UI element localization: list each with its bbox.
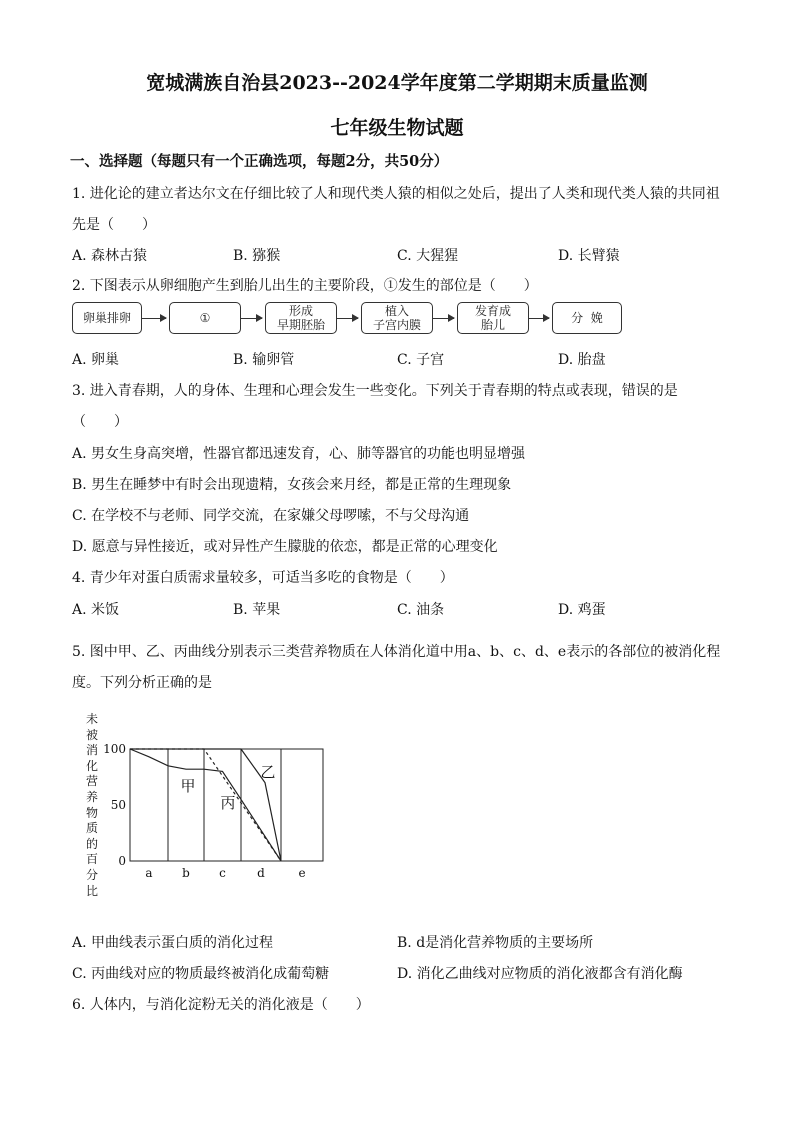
flow-arrow <box>142 318 166 319</box>
digestion-chart <box>100 735 340 885</box>
flow-step-implantation: 植入 子宫内膜 <box>361 302 433 334</box>
series-label: 丙 <box>220 794 236 812</box>
question-3-option-a[interactable]: A. 男女生身高突增，性器官都迅速发育，心、肺等器官的功能也明显增强 <box>72 446 526 462</box>
question-4-option-d[interactable]: D. 鸡蛋 <box>558 602 606 618</box>
question-5-text-cont: 度。下列分析正确的是 <box>72 675 212 691</box>
flow-arrow <box>241 318 262 319</box>
x-category-label: d <box>257 866 265 880</box>
flow-step-fetus: 发育成 胎儿 <box>457 302 529 334</box>
question-2-option-a[interactable]: A. 卵巢 <box>72 352 120 368</box>
flow-step-early-embryo: 形成 早期胚胎 <box>265 302 337 334</box>
question-1-option-d[interactable]: D. 长臂猿 <box>558 248 620 264</box>
y-tick-label: 0 <box>118 854 126 868</box>
question-1-option-b[interactable]: B. 猕猴 <box>233 248 281 264</box>
question-1-text: 1. 进化论的建立者达尔文在仔细比较了人和现代类人猿的相似之处后，提出了人类和现代类人猿的共同祖 <box>72 186 720 202</box>
question-3-option-d[interactable]: D. 愿意与异性接近，或对异性产生朦胧的依恋，都是正常的心理变化 <box>72 539 498 555</box>
x-category-label: c <box>219 866 226 880</box>
question-3-option-c[interactable]: C. 在学校不与老师、同学交流，在家嫌父母啰嗦，不与父母沟通 <box>72 508 470 524</box>
flow-arrow <box>433 318 454 319</box>
x-category-label: b <box>182 866 190 880</box>
y-tick-label: 100 <box>103 742 126 756</box>
question-3-text-cont: （ ） <box>72 414 128 430</box>
flow-step-birth: 分 娩 <box>552 302 622 334</box>
series-line-丙 <box>130 749 281 861</box>
page-subtitle: 七年级生物试题 <box>330 117 464 139</box>
question-2-option-d[interactable]: D. 胎盘 <box>558 352 606 368</box>
chart-ylabel: 未被消化营养物质的百分比 <box>85 712 98 898</box>
question-2-option-c[interactable]: C. 子宫 <box>397 352 445 368</box>
series-line-甲 <box>130 749 281 861</box>
series-label: 甲 <box>180 777 196 795</box>
question-1-option-a[interactable]: A. 森林古猿 <box>72 248 148 264</box>
x-category-label: e <box>298 866 306 880</box>
series-line-乙 <box>130 749 281 861</box>
page-title: 宽城满族自治县2023--2024学年度第二学期期末质量监测 <box>146 72 648 94</box>
flow-step-blank: ① <box>169 302 241 334</box>
question-4-option-a[interactable]: A. 米饭 <box>72 602 120 618</box>
flow-arrow <box>529 318 549 319</box>
series-label: 乙 <box>260 763 276 781</box>
flow-step-ovulation: 卵巢排卵 <box>72 302 142 334</box>
x-category-label: a <box>145 866 153 880</box>
question-2-text: 2. 下图表示从卵细胞产生到胎儿出生的主要阶段，①发生的部位是（ ） <box>72 278 538 294</box>
question-3-text: 3. 进入青春期，人的身体、生理和心理会发生一些变化。下列关于青春期的特点或表现，错误的是 <box>72 383 678 399</box>
question-1-text-cont: 先是（ ） <box>72 217 156 233</box>
question-6-text: 6. 人体内，与消化淀粉无关的消化液是（ ） <box>72 997 370 1013</box>
y-tick-label: 50 <box>110 798 126 812</box>
question-5-option-c[interactable]: C. 丙曲线对应的物质最终被消化成葡萄糖 <box>72 966 330 982</box>
question-1-option-c[interactable]: C. 大猩猩 <box>397 248 459 264</box>
question-3-option-b[interactable]: B. 男生在睡梦中有时会出现遗精，女孩会来月经，都是正常的生理现象 <box>72 477 512 493</box>
question-4-text: 4. 青少年对蛋白质需求量较多，可适当多吃的食物是（ ） <box>72 570 454 586</box>
question-5-option-a[interactable]: A. 甲曲线表示蛋白质的消化过程 <box>72 935 274 951</box>
question-5-option-b[interactable]: B. d是消化营养物质的主要场所 <box>397 935 594 951</box>
question-4-option-c[interactable]: C. 油条 <box>397 602 445 618</box>
question-5-option-d[interactable]: D. 消化乙曲线对应物质的消化液都含有消化酶 <box>397 966 683 982</box>
question-5-text: 5. 图中甲、乙、丙曲线分别表示三类营养物质在人体消化道中用a、b、c、d、e表示的各部位的被消化程 <box>72 644 721 660</box>
section-heading: 一、选择题（每题只有一个正确选项，每题2分，共50分） <box>70 153 449 170</box>
flow-arrow <box>337 318 358 319</box>
question-4-option-b[interactable]: B. 苹果 <box>233 602 281 618</box>
question-2-option-b[interactable]: B. 输卵管 <box>233 352 295 368</box>
